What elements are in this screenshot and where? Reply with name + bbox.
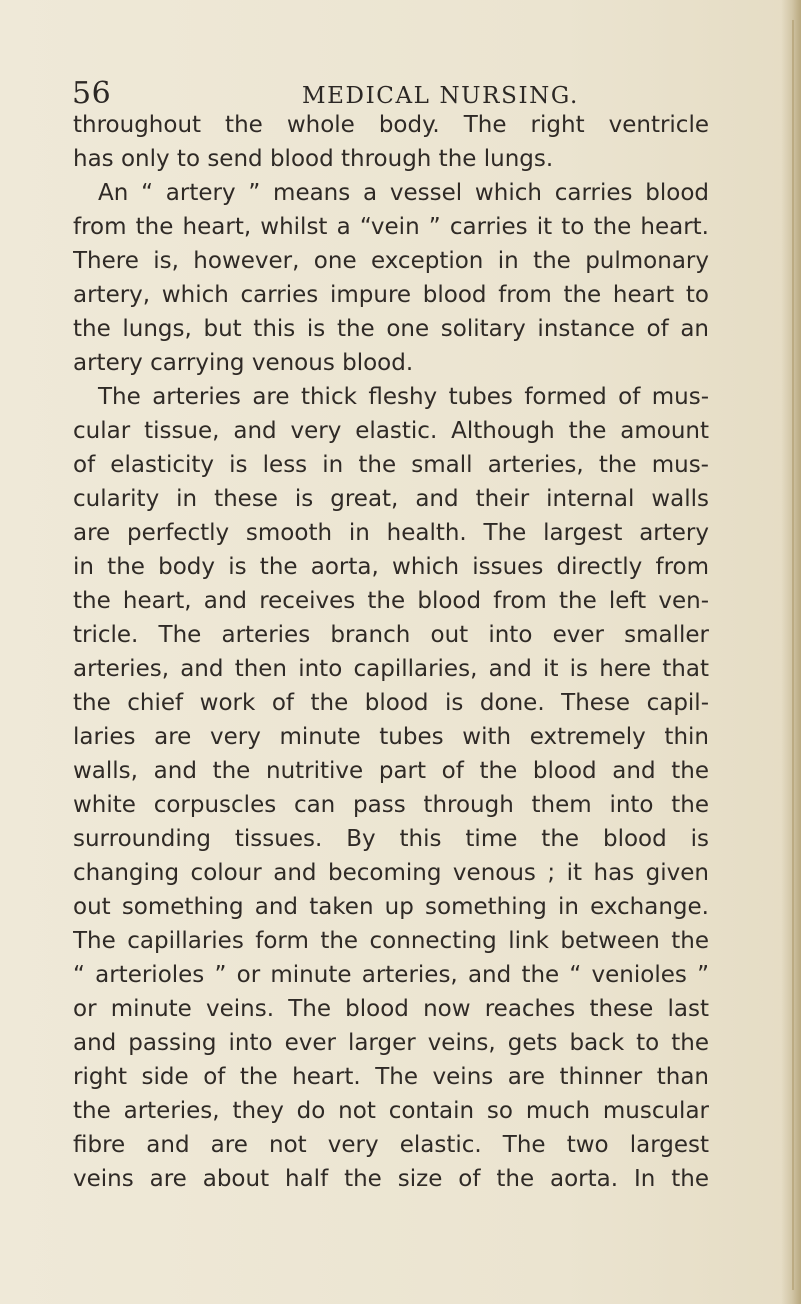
body-line: white corpuscles can pass through them into the xyxy=(73,792,709,818)
body-line: the arteries, they do not contain so much muscular xyxy=(73,1098,709,1124)
body-line: There is, however, one exception in the pulmonary xyxy=(73,248,709,274)
body-line: veins are about half the size of the aorta. In the xyxy=(73,1166,709,1192)
body-line: from the heart, whilst a “vein ” carries it to the heart. xyxy=(73,214,709,240)
body-line: An “ artery ” means a vessel which carries blood xyxy=(98,180,709,206)
body-text xyxy=(73,108,709,1228)
body-line: right side of the heart. The veins are thinner than xyxy=(73,1064,709,1090)
body-line: changing colour and becoming venous ; it has given xyxy=(73,860,709,886)
running-head: MEDICAL NURSING. xyxy=(302,83,579,109)
body-line: laries are very minute tubes with extremely thin xyxy=(73,724,709,750)
body-line: the lungs, but this is the one solitary instance of an xyxy=(73,316,709,342)
body-line: has only to send blood through the lungs. xyxy=(73,146,554,172)
body-line: the heart, and receives the blood from the left ven- xyxy=(73,588,709,614)
page-edge-shadow xyxy=(781,0,801,1304)
body-line: in the body is the aorta, which issues directly from xyxy=(73,554,709,580)
body-line: the chief work of the blood is done. These capil- xyxy=(73,690,709,716)
body-line: The arteries are thick fleshy tubes formed of mus- xyxy=(98,384,709,410)
body-line: “ arterioles ” or minute arteries, and the “ venioles ” xyxy=(73,962,709,988)
body-line: artery carrying venous blood. xyxy=(73,350,414,376)
body-line: surrounding tissues. By this time the blood is xyxy=(73,826,709,852)
body-line: throughout the whole body. The right ventricle xyxy=(73,112,709,138)
body-line: out something and taken up something in exchange. xyxy=(73,894,709,920)
body-line: walls, and the nutritive part of the blood and the xyxy=(73,758,709,784)
body-line: arteries, and then into capillaries, and it is here that xyxy=(73,656,709,682)
body-line: and passing into ever larger veins, gets back to the xyxy=(73,1030,709,1056)
body-line: artery, which carries impure blood from the heart to xyxy=(73,282,709,308)
body-line: cular tissue, and very elastic. Although the amount xyxy=(73,418,709,444)
body-line: or minute veins. The blood now reaches these last xyxy=(73,996,709,1022)
body-line: are perfectly smooth in health. The largest artery xyxy=(73,520,709,546)
body-line: fibre and are not very elastic. The two largest xyxy=(73,1132,709,1158)
body-line: tricle. The arteries branch out into ever smaller xyxy=(73,622,709,648)
page-edge-line xyxy=(792,20,794,1290)
body-line: cularity in these is great, and their internal walls xyxy=(73,486,709,512)
body-line: The capillaries form the connecting link between the xyxy=(73,928,709,954)
page-number: 56 xyxy=(72,76,112,111)
body-line: of elasticity is less in the small arteries, the mus- xyxy=(73,452,709,478)
